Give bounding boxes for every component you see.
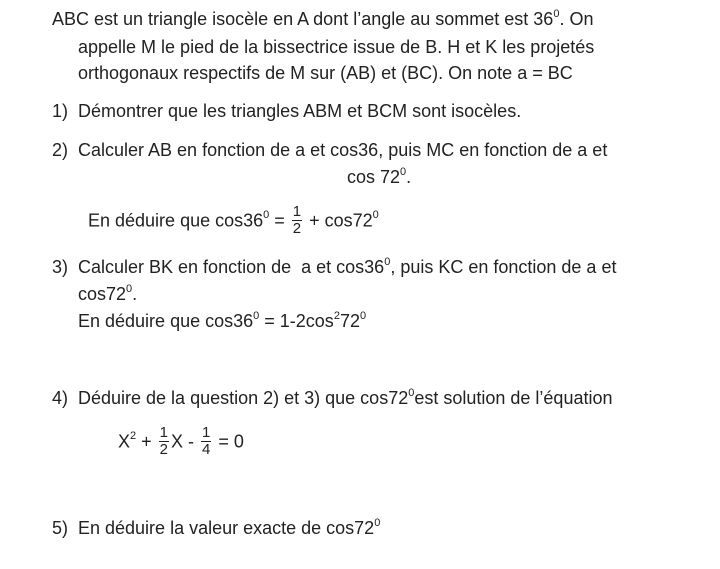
square-sup: 2 bbox=[333, 310, 340, 322]
q3-text: cos72 bbox=[78, 284, 127, 304]
question-3-number: 3) bbox=[52, 257, 69, 277]
equation-variable: X - bbox=[171, 431, 200, 452]
question-3-line-2 bbox=[78, 283, 137, 308]
q3-text: . bbox=[132, 284, 138, 304]
fraction-one-half bbox=[292, 204, 302, 237]
question-2-line-2 bbox=[347, 166, 411, 191]
degree-sup: 0 bbox=[400, 166, 407, 178]
degree-sup: 0 bbox=[253, 310, 260, 322]
intro-text: ABC est un triangle isocèle en A dont l’angle au sommet est 36 bbox=[52, 9, 554, 29]
fraction-numerator: 1 bbox=[202, 424, 211, 441]
q2-text: . bbox=[406, 167, 412, 187]
intro-line-1 bbox=[52, 8, 593, 33]
degree-sup: 0 bbox=[372, 209, 379, 222]
question-2-line-1: Calculer AB en fonction de a et cos36, puis MC en fonction de a et bbox=[78, 140, 608, 160]
q3-text: 72 bbox=[339, 311, 360, 331]
q2-text: + cos72 bbox=[304, 210, 373, 231]
q3-text: En déduire que cos36 bbox=[78, 311, 254, 331]
question-1-text: Démontrer que les triangles ABM et BCM sont isocèles. bbox=[78, 101, 522, 121]
fraction-denominator: 2 bbox=[159, 441, 168, 458]
degree-sup: 0 bbox=[126, 283, 133, 295]
q2-text: cos 72 bbox=[347, 167, 401, 187]
intro-text: . On bbox=[559, 9, 594, 29]
fraction-numerator: 1 bbox=[292, 203, 302, 220]
question-5-number: 5) bbox=[52, 518, 69, 538]
intro-line-3: orthogonaux respectifs de M sur (AB) et (BC). On note a = BC bbox=[78, 63, 573, 83]
question-3-line-1 bbox=[78, 256, 616, 281]
q4-text: est solution de l’équation bbox=[414, 388, 613, 408]
fraction-denominator: 2 bbox=[292, 220, 302, 237]
question-3-line-3 bbox=[78, 310, 366, 335]
question-1-number: 1) bbox=[52, 101, 69, 121]
question-2-deduce bbox=[88, 205, 379, 238]
question-5-text bbox=[78, 517, 380, 542]
q3-text: Calculer BK en fonction de a et cos36 bbox=[78, 257, 385, 277]
degree-sup: 0 bbox=[408, 387, 415, 399]
degree-sup: 0 bbox=[263, 209, 270, 222]
question-4-equation bbox=[118, 426, 244, 459]
fraction-one-quarter bbox=[201, 425, 211, 458]
degree-sup: 0 bbox=[553, 8, 560, 20]
q3-text: = 1-2cos bbox=[259, 311, 334, 331]
degree-sup: 0 bbox=[374, 517, 381, 529]
q2-text: En déduire que cos36 bbox=[88, 210, 264, 231]
square-sup: 2 bbox=[130, 430, 137, 443]
q5-text: En déduire la valeur exacte de cos72 bbox=[78, 518, 375, 538]
q2-text: = bbox=[269, 210, 290, 231]
equation-operator: = 0 bbox=[213, 431, 244, 452]
question-4-line-1 bbox=[78, 387, 612, 412]
equation-variable: X bbox=[118, 431, 131, 452]
intro-line-2: appelle M le pied de la bissectrice issue de B. H et K les projetés bbox=[78, 37, 595, 57]
question-2-number: 2) bbox=[52, 140, 69, 160]
degree-sup: 0 bbox=[384, 256, 391, 268]
fraction-denominator: 4 bbox=[202, 441, 211, 458]
q3-text: , puis KC en fonction de a et bbox=[390, 257, 617, 277]
degree-sup: 0 bbox=[359, 310, 367, 322]
fraction-numerator: 1 bbox=[159, 424, 168, 441]
fraction-one-half bbox=[159, 425, 169, 458]
question-4-number: 4) bbox=[52, 388, 69, 408]
equation-operator: + bbox=[136, 431, 157, 452]
q4-text: Déduire de la question 2) et 3) que cos72 bbox=[78, 388, 409, 408]
